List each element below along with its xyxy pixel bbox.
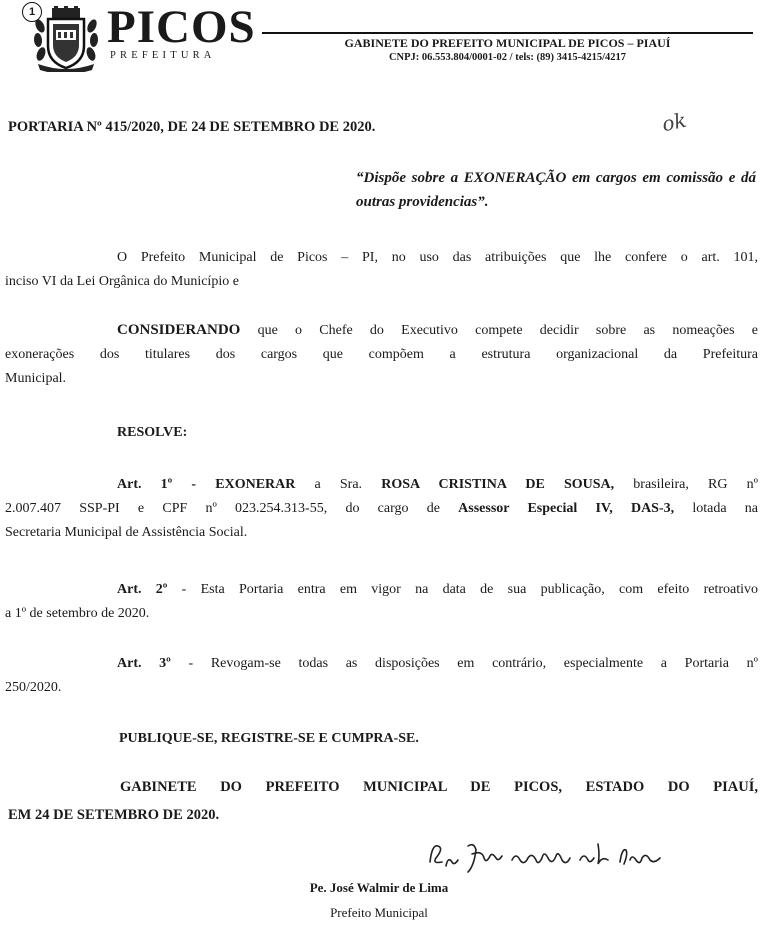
considerando-keyword: CONSIDERANDO — [117, 322, 241, 338]
ementa: “Dispõe sobre a EXONERAÇÃO em cargos em comissão e dá outras providencias”. — [356, 170, 756, 210]
closing-line-2: EM 24 DE SETEMBRO DE 2020. — [8, 807, 220, 823]
article-1-line-2-a: 2.007.407 SSP-PI e CPF nº 023.254.313-55, do cargo de — [5, 501, 459, 516]
article-1-line-3: Secretaria Municipal de Assistência Social. — [5, 525, 248, 540]
article-1-line-2-b: lotada na — [674, 501, 759, 516]
handwritten-signature — [424, 836, 664, 876]
considerando-line-2: exonerações dos titulares dos cargos que compõem a estrutura organizacional da Prefeitura — [5, 347, 758, 362]
article-1-line-1 — [5, 473, 758, 497]
article-1-text-b: brasileira, RG nº — [614, 477, 758, 492]
article-1-label: Art. 1º - EXONERAR — [117, 477, 296, 492]
signatory-role: Prefeito Municipal — [330, 905, 428, 920]
article-3-label: Art. 3º — [117, 656, 171, 671]
considerando-line-3: Municipal. — [5, 371, 67, 386]
municipal-crest-logo — [32, 6, 100, 72]
considerando-line-1 — [5, 318, 758, 343]
publication-order: PUBLIQUE-SE, REGISTRE-SE E CUMPRA-SE. — [119, 731, 419, 746]
preamble-line-1: O Prefeito Municipal de Picos – PI, no uso das atribuições que lhe confere o art. 101, — [117, 250, 758, 265]
resolve-heading: RESOLVE: — [117, 425, 188, 440]
handwritten-ok-note: ok — [659, 107, 689, 137]
brand-name: PICOS — [107, 1, 256, 53]
preamble-line-2: inciso VI da Lei Orgânica do Município e — [5, 274, 239, 289]
article-2 — [5, 578, 758, 626]
closing-line-1: GABINETE DO PREFEITO MUNICIPAL DE PICOS, ESTADO DO PIAUÍ, — [120, 779, 758, 795]
article-1 — [5, 473, 758, 545]
article-1-person-name: ROSA CRISTINA DE SOUSA, — [381, 477, 615, 492]
article-2-line-2: a 1º de setembro de 2020. — [5, 606, 150, 621]
article-1-role: Assessor Especial IV, DAS-3, — [458, 501, 675, 516]
header-contact: CNPJ: 06.553.804/0001-02 / tels: (89) 3415-4215/4217 — [388, 52, 627, 63]
considerando-line-1-text: que o Chefe do Executivo compete decidir sobre as nomeações e — [240, 323, 758, 338]
article-1-text-a: a Sra. — [295, 477, 382, 492]
closing-statement — [8, 773, 758, 829]
brand-subtitle: PREFEITURA — [110, 50, 216, 61]
header-divider — [262, 32, 753, 34]
article-3 — [5, 652, 758, 700]
document-title: PORTARIA Nº 415/2020, DE 24 DE SETEMBRO DE 2020. — [8, 119, 376, 135]
article-3-text: - Revogam-se todas as disposições em contrário, especialmente a Portaria nº — [170, 656, 758, 671]
considerando-paragraph — [5, 318, 758, 391]
header-organization: GABINETE DO PREFEITO MUNICIPAL DE PICOS – PIAUÍ — [344, 36, 671, 50]
article-3-line-1 — [5, 652, 758, 676]
article-2-label: Art. 2º — [117, 582, 168, 597]
article-2-line-1 — [5, 578, 758, 602]
signatory-name: Pe. José Walmir de Lima — [309, 880, 449, 895]
article-3-line-2: 250/2020. — [5, 680, 62, 695]
article-1-line-2 — [5, 497, 758, 521]
article-2-text: - Esta Portaria entra em vigor na data de sua publicação, com efeito retroativo — [167, 582, 758, 597]
page-number: 1 — [22, 2, 42, 22]
preamble-paragraph — [5, 246, 758, 294]
